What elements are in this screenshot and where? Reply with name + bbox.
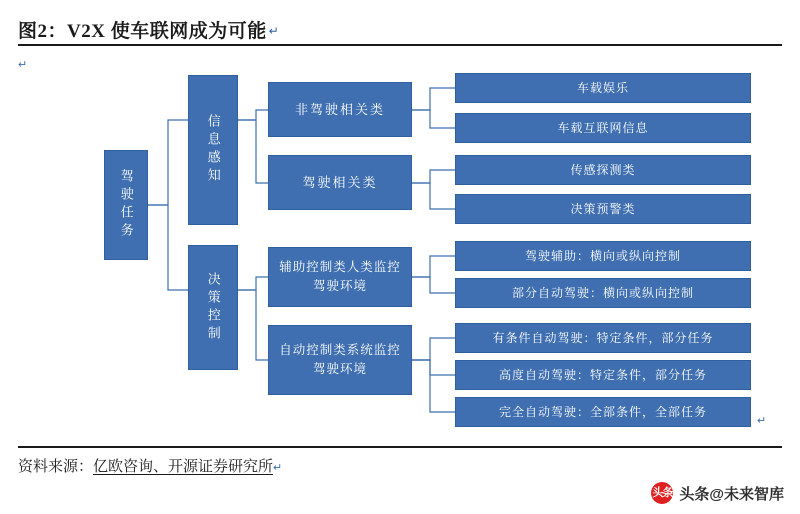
node-label: 驾驶任务 [118,169,134,241]
figure-title [18,16,279,43]
figure-title-text: 图2：V2X 使车联网成为可能 [18,21,267,42]
paragraph-mark-icon: ↵ [18,59,28,71]
node-label: 信息感知 [205,114,221,186]
figure-source [18,455,282,476]
node-label: 完全自动驾驶：全部条件，全部任务 [498,405,707,419]
watermark [651,482,784,504]
node-label: 车载娱乐 [576,81,629,95]
node-partial-automation [455,278,751,308]
node-label: 辅助控制类人类监控驾驶环境 [279,260,401,293]
node-conditional-automation [455,323,751,353]
toutiao-logo-icon: 头条 [651,482,673,504]
title-divider [18,44,782,46]
node-high-automation [455,360,751,390]
node-label: 自动控制类系统监控驾驶环境 [279,343,401,376]
node-label: 传感探测类 [570,163,636,177]
node-driver-assistance [455,241,751,271]
paragraph-mark-icon: ↵ [757,415,767,427]
source-divider [18,446,782,448]
node-label: 驾驶辅助：横向或纵向控制 [524,249,681,263]
source-label: 资料来源： [18,459,94,475]
node-non-driving-related [268,82,412,137]
node-sensing-detection [455,155,751,185]
node-label: 部分自动驾驶：横向或纵向控制 [511,286,694,300]
node-label: 决策预警类 [570,202,636,216]
node-label: 高度自动驾驶：特定条件，部分任务 [498,368,707,382]
watermark-text: 头条@未来智库 [679,485,784,503]
source-body: 亿欧咨询、开源证券研究所 [93,459,274,475]
node-driving-related [268,155,412,210]
node-in-car-internet-info [455,113,751,143]
paragraph-mark-icon: ↵ [268,24,280,38]
node-decision-control [188,245,238,370]
node-decision-warning [455,194,751,224]
node-root [104,150,148,260]
node-in-car-entertainment [455,73,751,103]
node-label: 车载互联网信息 [557,121,649,135]
paragraph-mark-icon: ↵ [273,462,283,474]
node-label: 决策控制 [205,271,221,344]
node-automated-control-system-monitor [268,325,412,395]
node-assisted-control-human-monitor [268,247,412,307]
node-info-perception [188,75,238,225]
node-label: 有条件自动驾驶：特定条件，部分任务 [492,331,714,345]
node-label: 非驾驶相关类 [294,101,385,117]
node-full-automation [455,397,751,427]
node-label: 驾驶相关类 [302,174,378,190]
